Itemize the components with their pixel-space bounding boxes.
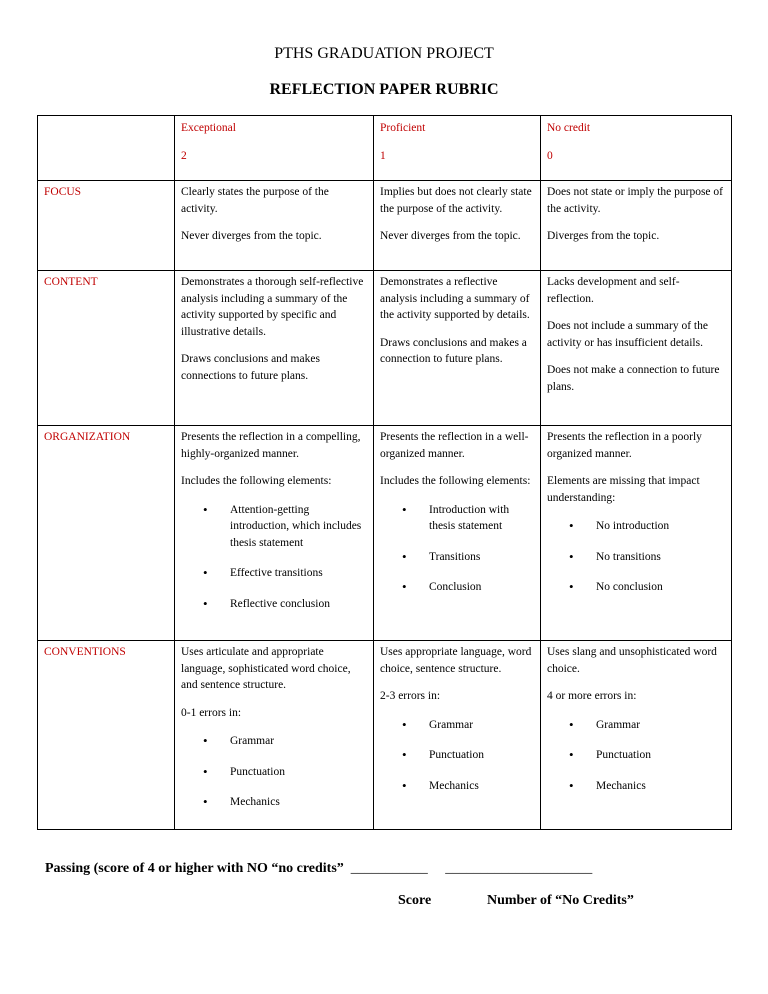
row-conventions [38,641,732,830]
criteria-text: Uses appropriate language, word choice, sentence structure. [380,646,532,675]
category-focus: FOCUS [38,181,175,271]
no-credits-label: Number of “No Credits” [487,893,634,908]
list-item: • Grammar [547,717,726,734]
criteria-text: Clearly states the purpose of the activity. [181,186,329,215]
row-focus [38,181,732,271]
criteria-text: Elements are missing that impact understanding: [547,475,700,504]
criteria-cell [175,426,374,641]
criteria-text: Includes the following elements: [181,475,332,487]
level-name: No credit [547,122,591,134]
list-item: • Effective transitions [181,565,368,582]
list-item: • Grammar [380,717,535,734]
criteria-text: Uses slang and unsophisticated word choice. [547,646,717,675]
corner-cell [38,116,175,181]
criteria-cell [175,641,374,830]
level-proficient [374,116,541,181]
list-item: • No introduction [547,518,726,535]
rubric-title: REFLECTION PAPER RUBRIC [269,81,499,98]
criteria-text: 4 or more errors in: [547,690,637,702]
criteria-cell [374,181,541,271]
list-item: • Conclusion [380,579,535,596]
category-content: CONTENT [38,271,175,426]
criteria-cell [374,641,541,830]
level-score: 2 [181,150,187,162]
element-list [547,518,726,596]
level-score: 0 [547,150,553,162]
element-list [380,502,535,596]
level-exceptional [175,116,374,181]
criteria-text: Uses articulate and appropriate language, sophisticated word choice, and sentence structure. [181,646,351,691]
error-list [547,717,726,795]
criteria-text: Does not state or imply the purpose of the activity. [547,186,723,215]
criteria-text: Draws conclusions and makes a connection to future plans. [380,336,527,365]
criteria-text: Diverges from the topic. [547,230,660,242]
category-conventions: CONVENTIONS [38,641,175,830]
list-item: • Reflective conclusion [181,596,368,613]
row-content [38,271,732,426]
document-title: PTHS GRADUATION PROJECT [274,45,494,62]
element-list [181,502,368,613]
list-item: • Grammar [181,733,368,750]
criteria-text: Implies but does not clearly state the purpose of the activity. [380,186,532,215]
criteria-text: Lacks development and self-reflection. [547,276,680,305]
criteria-text: Never diverges from the topic. [181,230,322,242]
list-item: • Mechanics [547,778,726,795]
category-organization: ORGANIZATION [38,426,175,641]
criteria-text: Does not include a summary of the activity or has insufficient details. [547,320,708,349]
criteria-cell [541,271,732,426]
criteria-text: Presents the reflection in a compelling, highly-organized manner. [181,431,361,460]
criteria-cell [541,426,732,641]
row-organization [38,426,732,641]
rubric-table [37,115,732,830]
list-item: • No transitions [547,549,726,566]
list-item: • Punctuation [181,764,368,781]
list-item: • Punctuation [547,747,726,764]
criteria-text: Draws conclusions and makes connections to future plans. [181,353,320,382]
criteria-text: 0-1 errors in: [181,706,242,719]
criteria-cell [541,181,732,271]
score-label: Score [398,893,432,908]
criteria-cell [374,271,541,426]
header-row [38,116,732,181]
criteria-text: Includes the following elements: [380,475,531,487]
level-score: 1 [380,150,386,162]
passing-criteria-line [45,861,592,877]
criteria-text: Demonstrates a reflective analysis including a summary of the activity supported by details. [380,276,530,321]
criteria-text: Presents the reflection in a poorly organized manner. [547,431,702,460]
criteria-cell [175,181,374,271]
score-blank: ___________ [350,861,428,876]
criteria-cell [175,271,374,426]
list-item: • Mechanics [181,794,368,811]
level-name: Proficient [380,122,426,134]
no-credits-blank: _____________________ [445,861,593,876]
criteria-text: 2-3 errors in: [380,690,441,702]
level-name: Exceptional [181,122,236,134]
error-list [380,717,535,795]
criteria-text: Does not make a connection to future plans. [547,364,720,393]
error-list [181,733,368,811]
list-item: • Transitions [380,549,535,566]
criteria-text: Presents the reflection in a well-organized manner. [380,431,529,460]
criteria-cell [541,641,732,830]
list-item: • Attention-getting introduction, which includes thesis statement [181,502,368,552]
criteria-text: Never diverges from the topic. [380,230,521,242]
list-item: • Punctuation [380,747,535,764]
list-item: • Introduction with thesis statement [380,502,535,535]
passing-text: Passing (score of 4 or higher with NO “no credits” [45,861,344,876]
list-item: • No conclusion [547,579,726,596]
list-item: • Mechanics [380,778,535,795]
level-no-credit [541,116,732,181]
criteria-cell [374,426,541,641]
criteria-text: Demonstrates a thorough self-reflective analysis including a summary of the activity supported by specific and illustrative details. [181,276,364,338]
